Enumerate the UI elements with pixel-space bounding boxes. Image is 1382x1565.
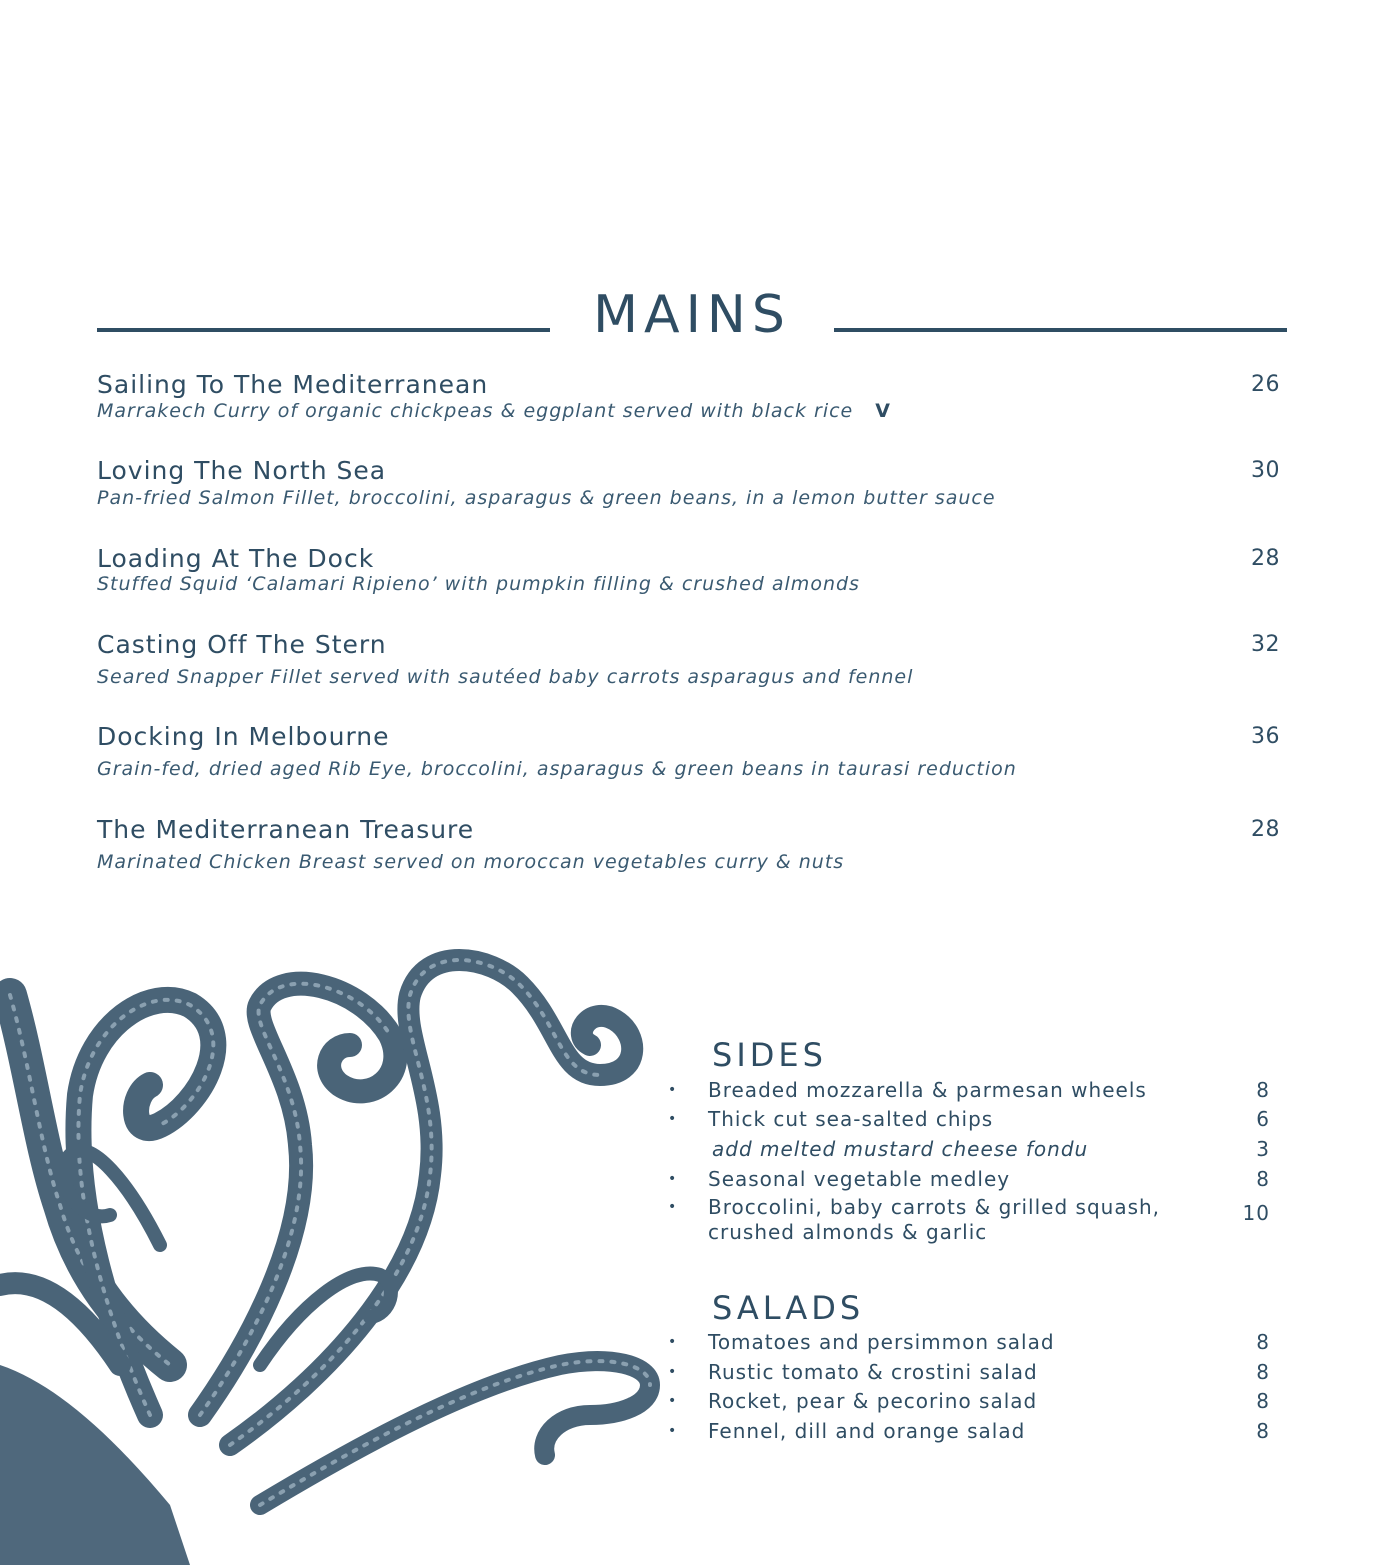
sides-item-price: 8 — [1256, 1078, 1270, 1102]
sides-item-price: 8 — [1256, 1167, 1270, 1191]
sides-addon-price: 3 — [1256, 1137, 1270, 1161]
sides-item-label: Breaded mozzarella & parmesan wheels — [708, 1078, 1147, 1102]
vegetarian-badge: V — [875, 400, 891, 422]
bullet: • — [668, 1082, 678, 1098]
sides-item-price: 10 — [1242, 1201, 1270, 1225]
main-item-description: Seared Snapper Fillet served with sautéed baby carrots asparagus and fennel — [97, 666, 914, 688]
salads-item-label: Fennel, dill and orange salad — [708, 1419, 1026, 1443]
main-item-name: Docking In Melbourne — [97, 722, 390, 751]
sides-addon-label: add melted mustard cheese fondu — [712, 1137, 1089, 1161]
main-item-description: Marinated Chicken Breast served on moroccan vegetables curry & nuts — [97, 851, 845, 873]
main-item-description — [97, 400, 891, 422]
main-item-price: 30 — [1251, 458, 1280, 483]
salads-item-price: 8 — [1256, 1419, 1270, 1443]
mains-title: MAINS — [593, 285, 791, 345]
bullet: • — [668, 1334, 678, 1350]
bullet: • — [668, 1393, 678, 1409]
main-item-description-text: Marrakech Curry of organic chickpeas & eggplant served with black rice — [97, 400, 854, 422]
sides-item-label: Seasonal vegetable medley — [708, 1167, 1011, 1191]
salads-item-price: 8 — [1256, 1389, 1270, 1413]
sides-item-label-line2: crushed almonds & garlic — [708, 1220, 988, 1244]
main-item-price: 26 — [1251, 372, 1280, 397]
bullet: • — [668, 1423, 678, 1439]
salads-item-label: Rocket, pear & pecorino salad — [708, 1389, 1038, 1413]
bullet: • — [668, 1364, 678, 1380]
main-item-price: 36 — [1251, 724, 1280, 749]
header-rule-right — [834, 328, 1287, 332]
sides-title: SIDES — [712, 1036, 827, 1074]
sides-item-label: Thick cut sea-salted chips — [708, 1107, 994, 1131]
salads-item-label: Tomatoes and persimmon salad — [708, 1330, 1055, 1354]
bullet: • — [668, 1171, 678, 1187]
sides-item-label: Broccolini, baby carrots & grilled squash, — [708, 1195, 1161, 1219]
salads-item-price: 8 — [1256, 1330, 1270, 1354]
main-item-price: 28 — [1251, 817, 1280, 842]
sides-item-price: 6 — [1256, 1107, 1270, 1131]
bullet: • — [668, 1111, 678, 1127]
salads-title: SALADS — [712, 1289, 865, 1327]
main-item-description: Stuffed Squid ‘Calamari Ripieno’ with pumpkin filling & crushed almonds — [97, 573, 860, 595]
mains-header — [97, 282, 1287, 352]
main-item-name: Sailing To The Mediterranean — [97, 370, 489, 399]
main-item-name: The Mediterranean Treasure — [97, 815, 475, 844]
main-item-name: Casting Off The Stern — [97, 630, 387, 659]
main-item-name: Loving The North Sea — [97, 456, 387, 485]
salads-item-price: 8 — [1256, 1360, 1270, 1384]
salads-item-label: Rustic tomato & crostini salad — [708, 1360, 1038, 1384]
octopus-icon — [0, 945, 680, 1565]
bullet: • — [668, 1199, 678, 1215]
main-item-price: 28 — [1251, 546, 1280, 571]
main-item-price: 32 — [1251, 632, 1280, 657]
main-item-name: Loading At The Dock — [97, 544, 375, 573]
main-item-description: Pan-fried Salmon Fillet, broccolini, asparagus & green beans, in a lemon butter sauce — [97, 487, 996, 509]
header-rule-left — [97, 328, 550, 332]
main-item-description: Grain-fed, dried aged Rib Eye, broccolini, asparagus & green beans in taurasi reduction — [97, 758, 1017, 780]
